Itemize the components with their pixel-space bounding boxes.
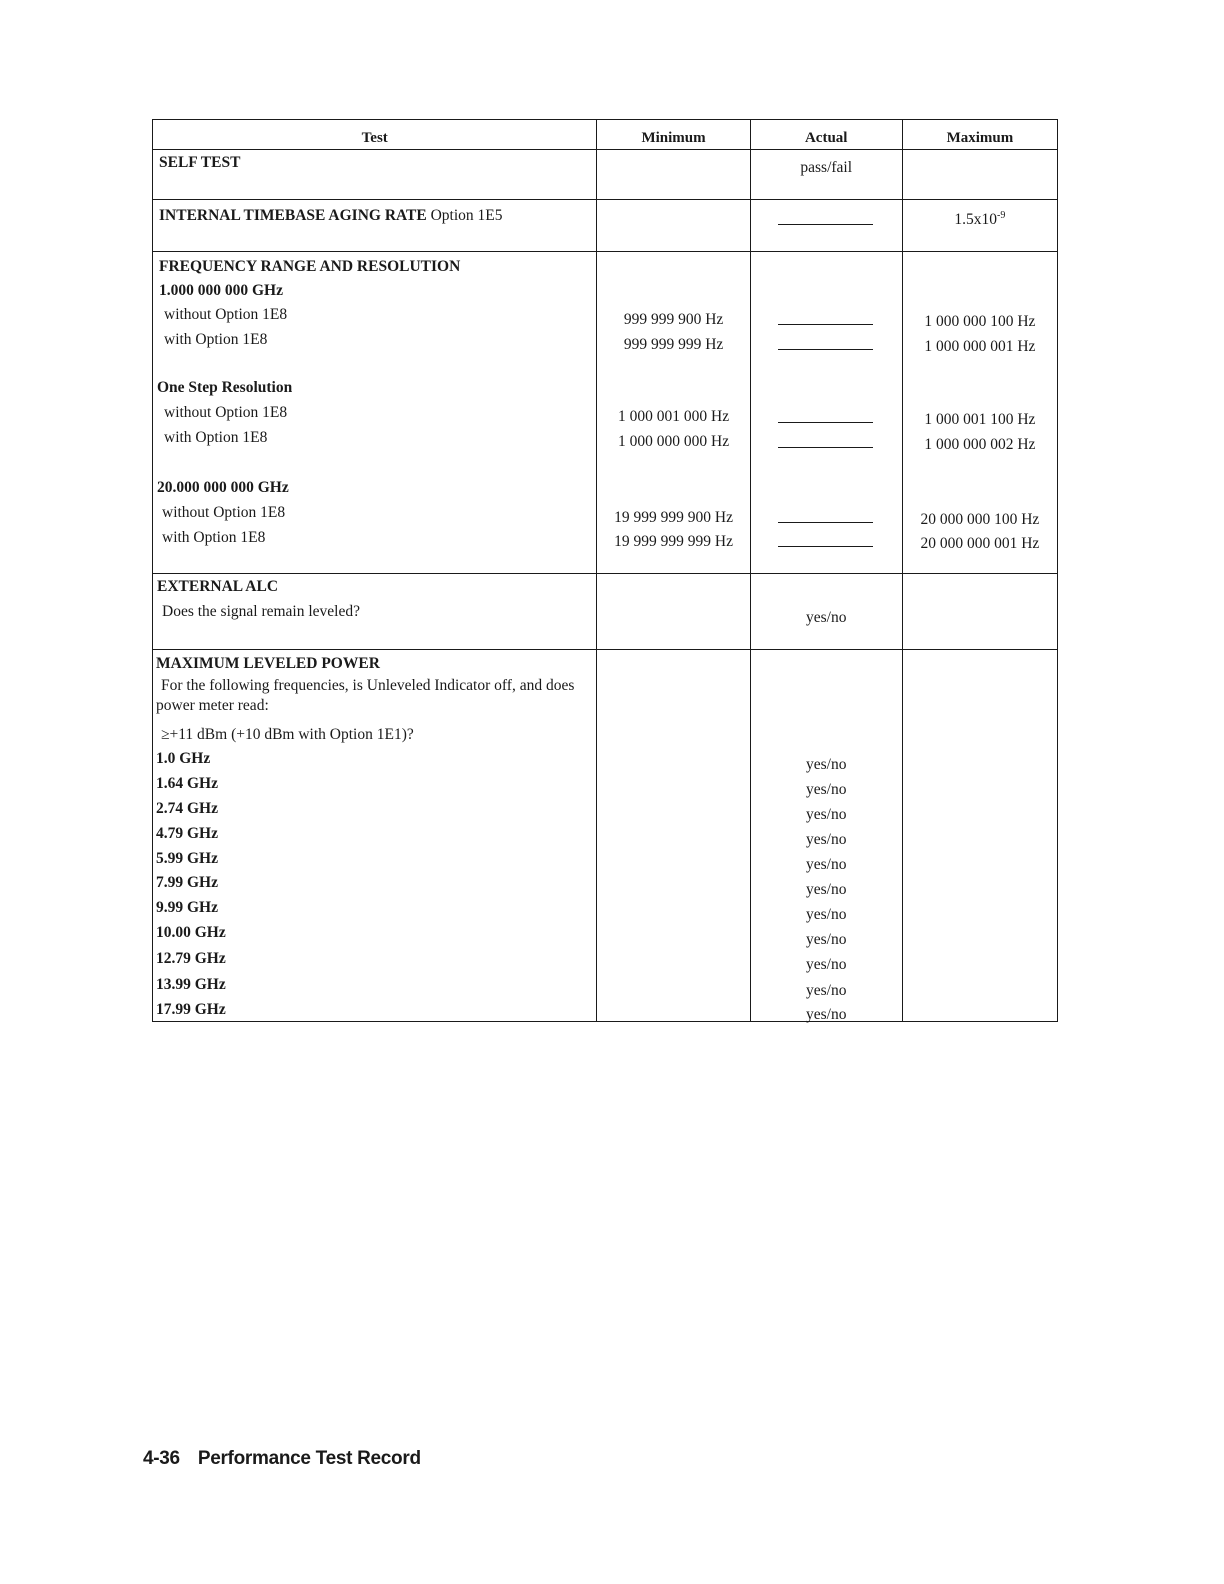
- max-power-freq-10: 13.99 GHz: [156, 976, 226, 993]
- max-power-freq-9: 12.79 GHz: [156, 950, 226, 967]
- max-power-actual-11: yes/no: [805, 1006, 847, 1023]
- frequency-max-cell: [902, 252, 1057, 574]
- frequency-group-1-row-2-max: 1 000 000 001 Hz: [924, 338, 1036, 355]
- frequency-group-3-row-1-min: 19 999 999 900 Hz: [614, 509, 733, 526]
- max-power-freq-4: 4.79 GHz: [156, 825, 218, 842]
- frequency-group-3-row-1-label: without Option 1E8: [162, 504, 286, 521]
- frequency-actual-blank-2: [778, 349, 873, 350]
- max-power-freq-3: 2.74 GHz: [156, 800, 218, 817]
- frequency-actual-blank-5: [778, 522, 873, 523]
- frequency-group-2-row-1-min: 1 000 001 000 Hz: [618, 408, 730, 425]
- performance-test-record-table: [152, 119, 1058, 1022]
- self-test-actual: pass/fail: [800, 159, 853, 176]
- frequency-group-3-row-2-label: with Option 1E8: [162, 529, 266, 546]
- alc-max-cell: [902, 574, 1057, 650]
- self-test-actual-cell: [750, 150, 902, 200]
- max-power-max-cell: [902, 650, 1057, 1022]
- max-power-freq-7: 9.99 GHz: [156, 899, 218, 916]
- timebase-min-cell: [597, 200, 750, 252]
- max-power-actual-8: yes/no: [805, 931, 847, 948]
- frequency-group-2-row-2-max: 1 000 000 002 Hz: [924, 436, 1036, 453]
- max-power-min-cell: [597, 650, 750, 1022]
- frequency-group-2-row-2-label: with Option 1E8: [164, 429, 268, 446]
- timebase-title: INTERNAL TIMEBASE AGING RATE: [159, 207, 427, 224]
- max-power-freq-6: 7.99 GHz: [156, 874, 218, 891]
- timebase-actual-cell: [750, 200, 902, 252]
- alc-question: Does the signal remain leveled?: [162, 603, 360, 620]
- timebase-maximum: [903, 211, 1057, 228]
- page-footer: [143, 1448, 421, 1470]
- timebase-test-cell: [153, 200, 597, 252]
- frequency-group-2-heading: One Step Resolution: [157, 379, 293, 396]
- max-power-title: MAXIMUM LEVELED POWER: [156, 655, 380, 672]
- frequency-group-1-row-1-max: 1 000 000 100 Hz: [924, 313, 1036, 330]
- alc-test-cell: [153, 574, 597, 650]
- timebase-max-cell: [902, 200, 1057, 252]
- frequency-group-3-row-2-max: 20 000 000 001 Hz: [920, 535, 1040, 552]
- max-power-row: [153, 650, 1058, 1022]
- max-power-freq-2: 1.64 GHz: [156, 775, 218, 792]
- header-actual: Actual: [750, 120, 902, 150]
- max-power-freq-5: 5.99 GHz: [156, 850, 218, 867]
- table-header-row: [153, 120, 1058, 150]
- frequency-group-3-heading: 20.000 000 000 GHz: [157, 479, 289, 496]
- alc-actual-cell: [750, 574, 902, 650]
- frequency-actual-blank-1: [778, 324, 873, 325]
- self-test-max-cell: [902, 150, 1057, 200]
- max-power-actual-10: yes/no: [805, 982, 847, 999]
- alc-title: EXTERNAL ALC: [157, 578, 279, 595]
- frequency-group-2-row-1-max: 1 000 001 100 Hz: [924, 411, 1036, 428]
- timebase-label: [159, 208, 503, 224]
- max-power-freq-8: 10.00 GHz: [156, 924, 226, 941]
- max-power-test-cell: [153, 650, 597, 1022]
- alc-min-cell: [597, 574, 750, 650]
- frequency-actual-cell: [750, 252, 902, 574]
- frequency-group-1-row-1-label: without Option 1E8: [164, 306, 288, 323]
- self-test-test-cell: [153, 150, 597, 200]
- frequency-actual-blank-6: [778, 546, 873, 547]
- header-test: Test: [153, 120, 597, 150]
- max-power-actual-3: yes/no: [805, 806, 847, 823]
- section-title: Performance Test Record: [197, 1448, 421, 1469]
- self-test-min-cell: [597, 150, 750, 200]
- max-power-freq-1: 1.0 GHz: [156, 750, 211, 767]
- frequency-group-2-row-2-min: 1 000 000 000 Hz: [618, 433, 730, 450]
- frequency-actual-blank-3: [778, 422, 873, 423]
- max-power-actual-5: yes/no: [805, 856, 847, 873]
- alc-actual: yes/no: [805, 609, 847, 626]
- frequency-group-3-row-1-max: 20 000 000 100 Hz: [920, 511, 1040, 528]
- frequency-group-2-row-1-label: without Option 1E8: [164, 404, 288, 421]
- self-test-row: [153, 150, 1058, 200]
- max-power-actual-7: yes/no: [805, 906, 847, 923]
- frequency-test-cell: [153, 252, 597, 574]
- max-power-freq-11: 17.99 GHz: [156, 1001, 226, 1018]
- frequency-group-1-row-2-min: 999 999 999 Hz: [623, 336, 724, 353]
- frequency-min-cell: [597, 252, 750, 574]
- frequency-group-3-row-2-min: 19 999 999 999 Hz: [614, 533, 733, 550]
- max-power-actual-4: yes/no: [805, 831, 847, 848]
- frequency-actual-blank-4: [778, 447, 873, 448]
- header-minimum: Minimum: [597, 120, 750, 150]
- max-power-actual-cell: [750, 650, 902, 1022]
- frequency-row: [153, 252, 1058, 574]
- frequency-group-1-row-2-label: with Option 1E8: [164, 331, 268, 348]
- max-power-actual-9: yes/no: [805, 956, 847, 973]
- header-maximum: Maximum: [902, 120, 1057, 150]
- max-power-actual-6: yes/no: [805, 881, 847, 898]
- timebase-row: [153, 200, 1058, 252]
- max-power-question: For the following frequencies, is Unleveled Indicator off, and does power meter read:: [156, 677, 575, 714]
- max-power-actual-2: yes/no: [805, 781, 847, 798]
- timebase-maximum-exponent: -9: [997, 210, 1006, 221]
- timebase-maximum-base: 1.5x10: [954, 211, 998, 229]
- max-power-requirement: ≥+11 dBm (+10 dBm with Option 1E1)?: [161, 726, 414, 743]
- page-number: 4-36: [143, 1448, 180, 1469]
- frequency-group-1-row-1-min: 999 999 900 Hz: [623, 311, 724, 328]
- timebase-option: Option 1E5: [430, 207, 503, 224]
- frequency-title: FREQUENCY RANGE AND RESOLUTION: [159, 258, 461, 275]
- alc-row: [153, 574, 1058, 650]
- max-power-actual-1: yes/no: [805, 756, 847, 773]
- self-test-title: SELF TEST: [159, 154, 241, 171]
- frequency-group-1-heading: 1.000 000 000 GHz: [159, 282, 283, 299]
- timebase-actual-blank: [778, 224, 873, 225]
